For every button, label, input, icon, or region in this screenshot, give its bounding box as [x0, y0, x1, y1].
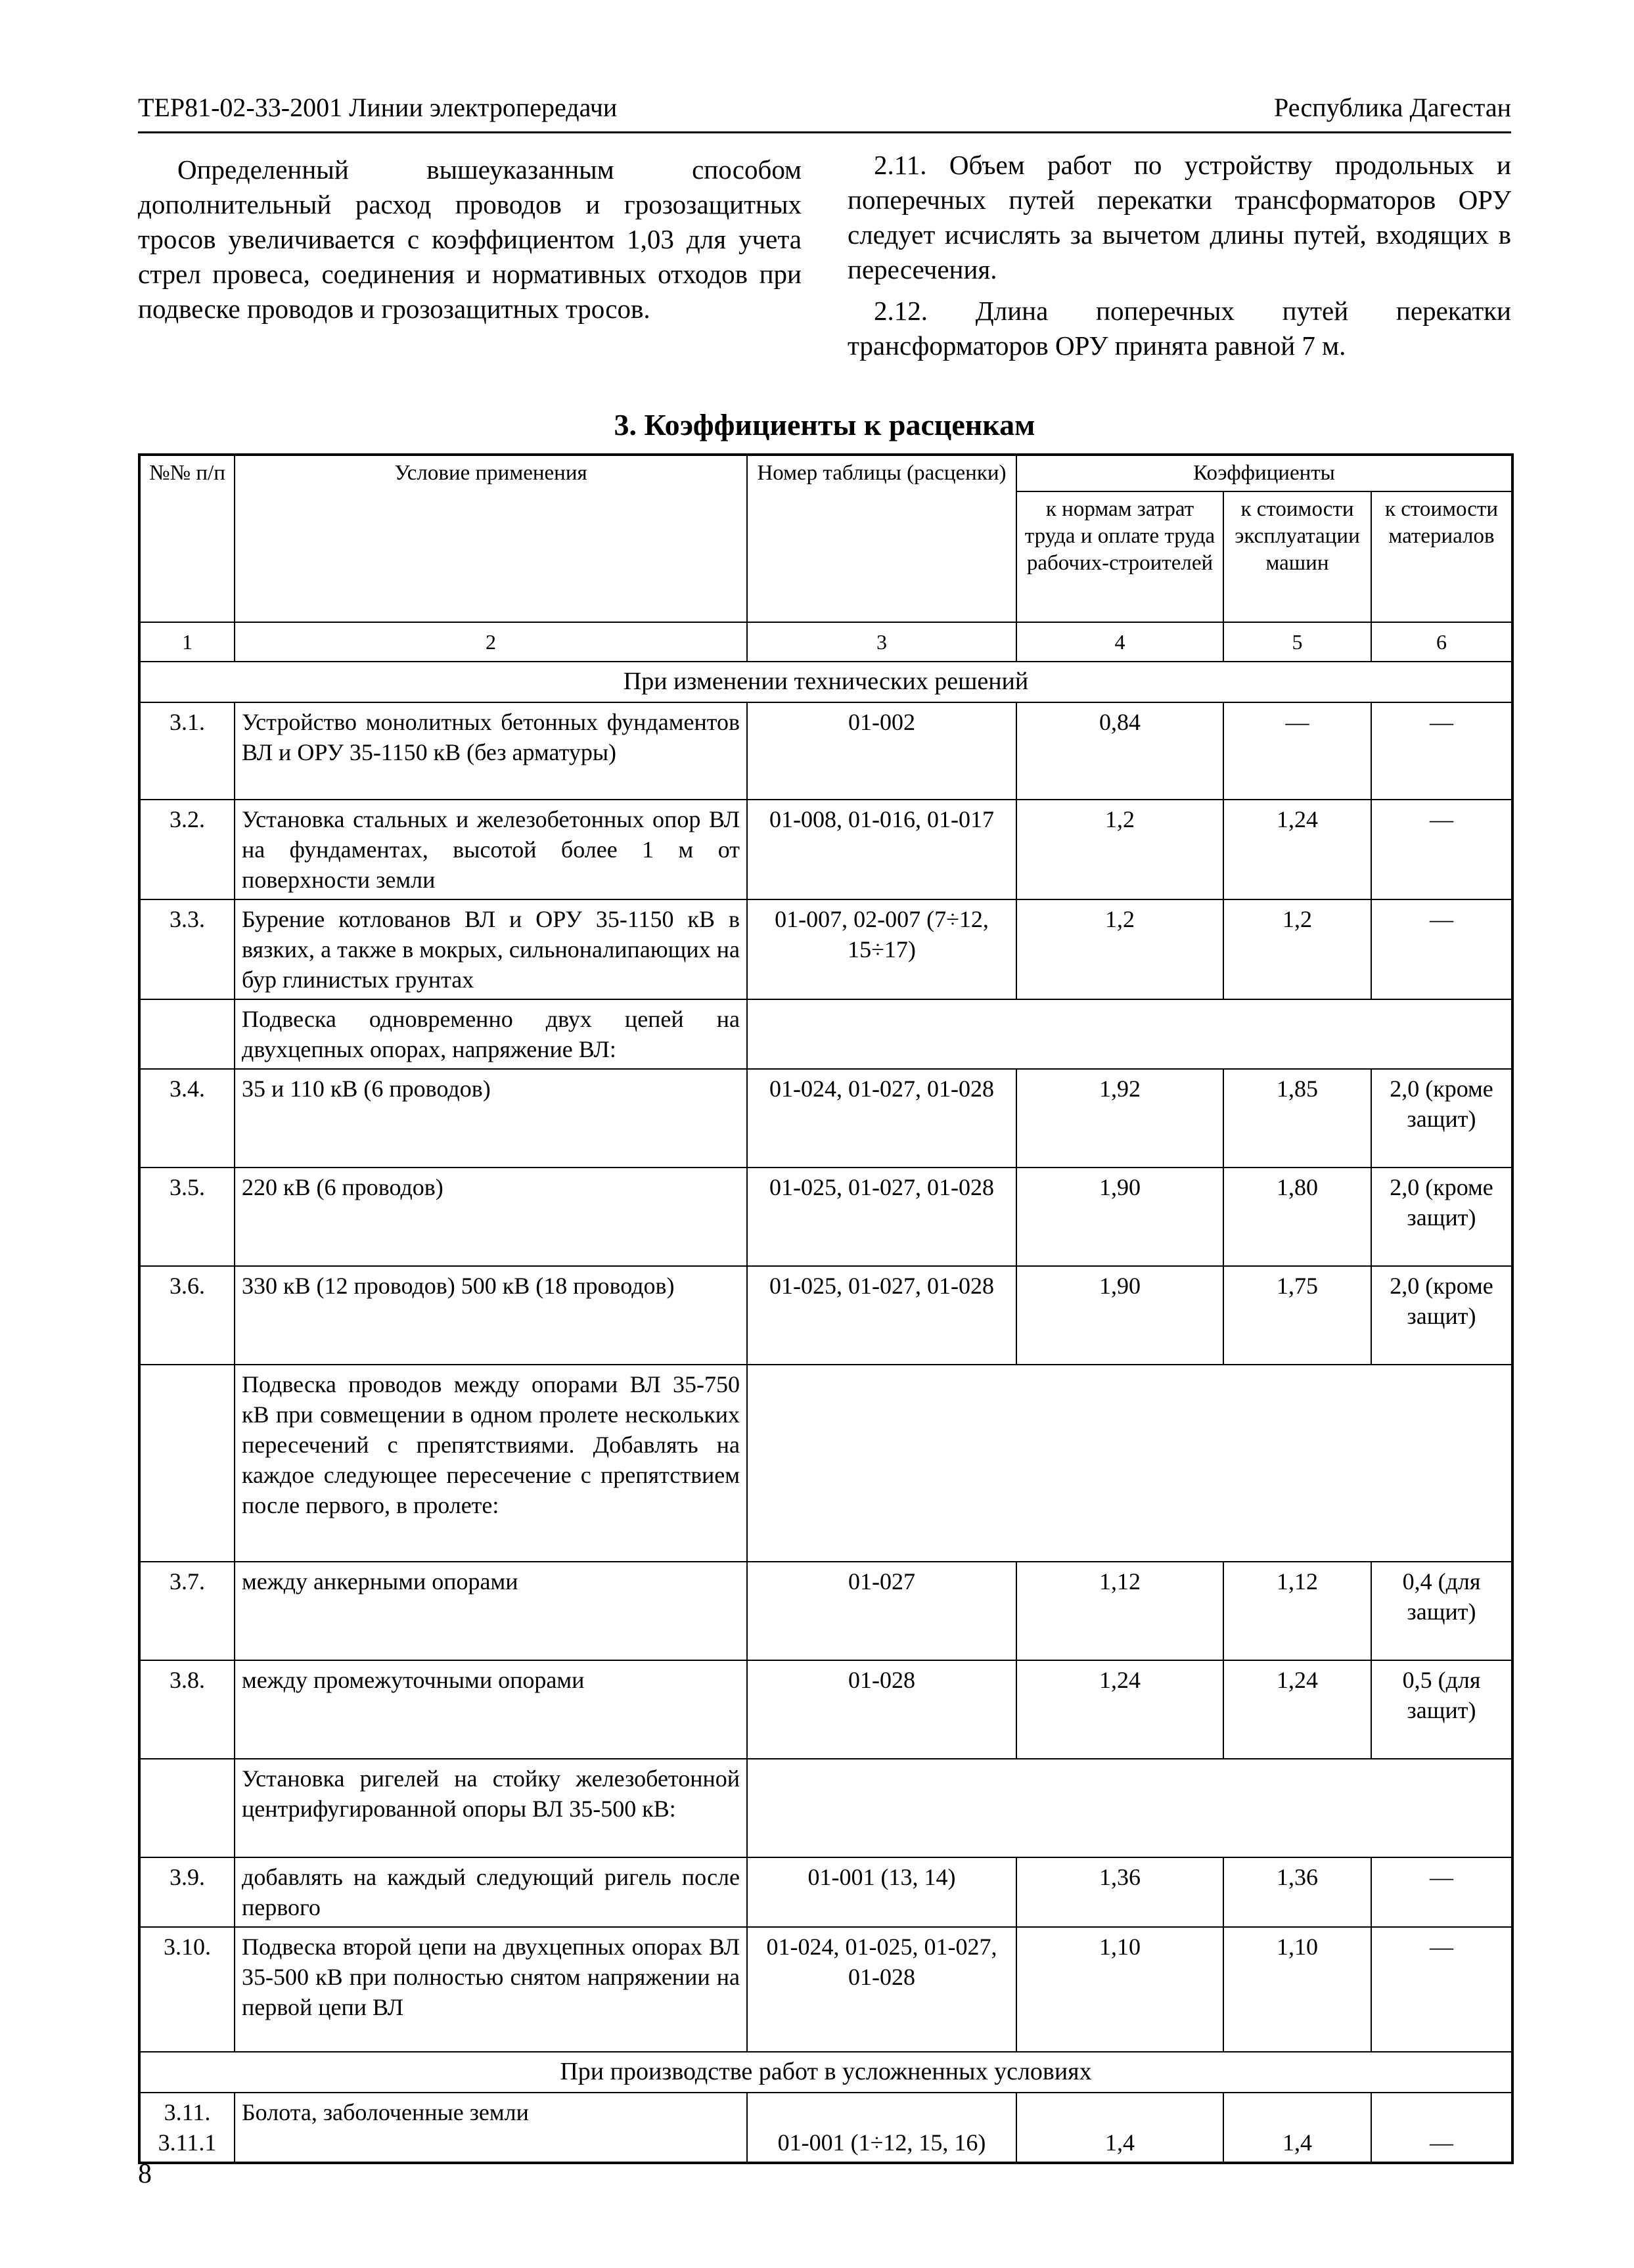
table-row [139, 1660, 1512, 1759]
row-labor-coef: 1,90 [1016, 1266, 1223, 1365]
row-labor-coef: 1,36 [1016, 1857, 1223, 1927]
column-number-row [139, 622, 1512, 662]
row-number: 3.8. [139, 1660, 235, 1759]
row-number: 3.11. 3.11.1 [139, 2093, 235, 2163]
row-table-no: 01-025, 01-027, 01-028 [747, 1168, 1016, 1266]
row-condition: 35 и 110 кВ (6 проводов) [235, 1069, 747, 1168]
row-subheading: Подвеска проводов между опорами ВЛ 35-750 кВ при совмещении в одном пролете нескольких пересечений с препятствиями. Добавлять на каждое следующее пересечение с препятствием после первого, в пролете: [235, 1365, 747, 1562]
row-machine-coef: 1,24 [1223, 1660, 1371, 1759]
table-row [139, 1857, 1512, 1927]
row-labor-coef: 1,4 [1016, 2093, 1223, 2163]
row-material-coef: — [1371, 1857, 1512, 1927]
row-table-no: 01-027 [747, 1562, 1016, 1660]
coefficients-table [138, 453, 1514, 2164]
header-coefficients: Коэффициенты [1016, 455, 1512, 491]
table-row [139, 800, 1512, 899]
row-machine-coef: 1,36 [1223, 1857, 1371, 1927]
row-material-coef: — [1371, 1927, 1512, 2052]
row-machine-coef: 1,24 [1223, 800, 1371, 899]
row-number: 3.3. [139, 899, 235, 999]
row-material-coef: — [1371, 2093, 1512, 2163]
row-material-coef: 2,0 (кроме защит) [1371, 1069, 1512, 1168]
group-heading: При производстве работ в усложненных условиях [139, 2052, 1512, 2093]
header-machines: к стоимости эксплуатации машин [1223, 491, 1371, 622]
row-material-coef: — [1371, 899, 1512, 999]
row-material-coef: 0,4 (для защит) [1371, 1562, 1512, 1660]
row-machine-coef: 1,75 [1223, 1266, 1371, 1365]
row-condition: 330 кВ (12 проводов) 500 кВ (18 проводов) [235, 1266, 747, 1365]
row-condition: между анкерными опорами [235, 1562, 747, 1660]
group-heading: При изменении технических решений [139, 662, 1512, 702]
row-machine-coef: 1,12 [1223, 1562, 1371, 1660]
row-condition: 220 кВ (6 проводов) [235, 1168, 747, 1266]
row-table-no: 01-007, 02-007 (7÷12, 15÷17) [747, 899, 1016, 999]
row-number: 3.6. [139, 1266, 235, 1365]
table-row [139, 1927, 1512, 2052]
header-condition: Условие применения [235, 455, 747, 622]
row-labor-coef: 1,92 [1016, 1069, 1223, 1168]
group-row [139, 662, 1512, 702]
subheading-row [139, 1365, 1512, 1562]
row-number: 3.1. [139, 702, 235, 800]
row-subheading: Подвеска одновременно двух цепей на двухцепных опорах, напряжение ВЛ: [235, 999, 747, 1069]
row-labor-coef: 1,12 [1016, 1562, 1223, 1660]
row-number: 3.4. [139, 1069, 235, 1168]
row-machine-coef: — [1223, 702, 1371, 800]
row-number: 3.9. [139, 1857, 235, 1927]
row-condition: Устройство монолитных бетонных фундаментов ВЛ и ОРУ 35-1150 кВ (без арматуры) [235, 702, 747, 800]
row-labor-coef: 1,90 [1016, 1168, 1223, 1266]
row-table-no: 01-025, 01-027, 01-028 [747, 1266, 1016, 1365]
table-row [139, 2093, 1512, 2163]
row-table-no: 01-001 (13, 14) [747, 1857, 1016, 1927]
empty-cell [139, 1365, 235, 1562]
col-number: 4 [1016, 622, 1223, 662]
table-header-row [139, 455, 1512, 491]
row-number: 3.2. [139, 800, 235, 899]
header-document-code: ТЕР81-02-33-2001 Линии электропередачи [138, 93, 618, 122]
row-table-no: 01-024, 01-027, 01-028 [747, 1069, 1016, 1168]
col-number: 6 [1371, 622, 1512, 662]
table-row [139, 1168, 1512, 1266]
col-number: 3 [747, 622, 1016, 662]
row-machine-coef: 1,4 [1223, 2093, 1371, 2163]
row-material-coef: 2,0 (кроме защит) [1371, 1266, 1512, 1365]
row-number: 3.5. [139, 1168, 235, 1266]
row-labor-coef: 1,2 [1016, 899, 1223, 999]
row-table-no: 01-024, 01-025, 01-027, 01-028 [747, 1927, 1016, 2052]
clause-2-12: 2.12. Длина поперечных путей перекатки трансформаторов ОРУ принята равной 7 м. [848, 296, 1511, 361]
row-table-no: 01-001 (1÷12, 15, 16) [747, 2093, 1016, 2163]
row-table-no: 01-002 [747, 702, 1016, 800]
header-materials: к стоимости материалов [1371, 491, 1512, 622]
row-subheading: Установка ригелей на стойку железобетонной центрифугированной опоры ВЛ 35-500 кВ: [235, 1759, 747, 1857]
subheading-row [139, 999, 1512, 1069]
row-condition: добавлять на каждый следующий ригель после первого [235, 1857, 747, 1927]
row-labor-coef: 1,10 [1016, 1927, 1223, 2052]
col-number: 5 [1223, 622, 1371, 662]
header-labor: к нормам затрат труда и оплате труда рабочих-строителей [1016, 491, 1223, 622]
row-machine-coef: 1,10 [1223, 1927, 1371, 2052]
empty-cell [139, 1759, 235, 1857]
row-table-no: 01-008, 01-016, 01-017 [747, 800, 1016, 899]
row-condition: между промежуточными опорами [235, 1660, 747, 1759]
empty-cell [139, 999, 235, 1069]
table-row [139, 1266, 1512, 1365]
row-labor-coef: 1,2 [1016, 800, 1223, 899]
row-material-coef: — [1371, 702, 1512, 800]
row-machine-coef: 1,80 [1223, 1168, 1371, 1266]
row-condition: Болота, заболоченные земли [235, 2093, 747, 2163]
row-table-no: 01-028 [747, 1660, 1016, 1759]
intro-right-column [848, 148, 1511, 370]
col-number: 2 [235, 622, 747, 662]
page-number: 8 [138, 2159, 152, 2189]
row-material-coef: 2,0 (кроме защит) [1371, 1168, 1512, 1266]
row-material-coef: — [1371, 800, 1512, 899]
intro-paragraph-left: Определенный вышеуказанным способом дополнительный расход проводов и грозозащитных тросов увеличивается с коэффициентом 1,03 для учета стрел провеса, соединения и нормативных отходов при подвеске проводов и грозозащитных тросов. [138, 154, 802, 324]
row-labor-coef: 1,24 [1016, 1660, 1223, 1759]
row-material-coef: 0,5 (для защит) [1371, 1660, 1512, 1759]
row-condition: Бурение котлованов ВЛ и ОРУ 35-1150 кВ в вязких, а также в мокрых, сильноналипающих на бур глинистых грунтах [235, 899, 747, 999]
table-row [139, 1562, 1512, 1660]
header-region: Республика Дагестан [1274, 93, 1511, 122]
row-condition: Установка стальных и железобетонных опор ВЛ на фундаментах, высотой более 1 м от поверхности земли [235, 800, 747, 899]
col-number: 1 [139, 622, 235, 662]
group-row [139, 2052, 1512, 2093]
empty-cell [747, 1759, 1512, 1857]
row-labor-coef: 0,84 [1016, 702, 1223, 800]
section-title: 3. Коэффициенты к расценкам [614, 408, 1035, 442]
empty-cell [747, 999, 1512, 1069]
header-table-no: Номер таблицы (расценки) [747, 455, 1016, 622]
clause-2-11: 2.11. Объем работ по устройству продольных и поперечных путей перекатки трансформаторов ОРУ следует исчислять за вычетом длины путей, входящих в пересечения. [848, 150, 1511, 284]
row-number: 3.7. [139, 1562, 235, 1660]
row-machine-coef: 1,85 [1223, 1069, 1371, 1168]
row-number: 3.10. [139, 1927, 235, 2052]
header-num: №№ п/п [139, 455, 235, 622]
row-condition: Подвеска второй цепи на двухцепных опорах ВЛ 35-500 кВ при полностью снятом напряжении на первой цепи ВЛ [235, 1927, 747, 2052]
table-row [139, 1069, 1512, 1168]
subheading-row [139, 1759, 1512, 1857]
running-header [138, 85, 1511, 133]
row-machine-coef: 1,2 [1223, 899, 1371, 999]
table-row [139, 899, 1512, 999]
table-row [139, 702, 1512, 800]
empty-cell [747, 1365, 1512, 1562]
